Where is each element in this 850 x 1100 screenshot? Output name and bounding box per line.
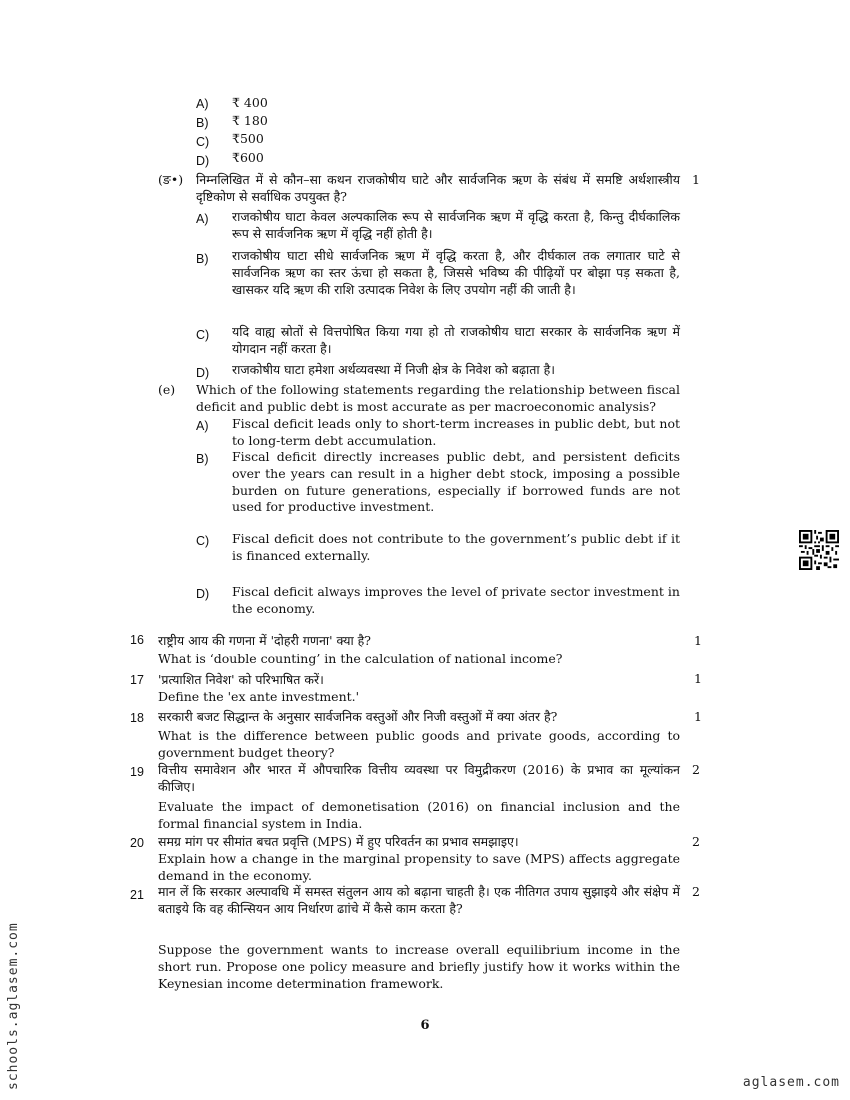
option-text: राजकोषीय घाटा हमेशा अर्थव्यवस्था में निजी क्षेत्र के निवेश को बढ़ाता है। [232,362,555,377]
question-text: Which of the following statements regarding the relationship between fiscal deficit and public debt is most accurate as per macroeconomic analysis? [196,382,680,414]
question-text-hindi: राष्ट्रीय आय की गणना में 'दोहरी गणना' क्या है? [158,633,372,648]
side-watermark: schools.aglasem.com [6,922,21,1090]
option-text: ₹ 400 [232,95,268,110]
option-label: B) [196,452,209,466]
question-label: (ङ•) [158,172,184,187]
option-text: राजकोषीय घाटा केवल अल्पकालिक रूप से सार्वजनिक ऋण में वृद्धि करता है, किन्तु दीर्घकालिक रूप से सार्वजनिक ऋण में वृद्धि नहीं होती है। [232,209,680,241]
option-label: A) [196,419,209,433]
option-label: C) [196,135,210,149]
marks: 2 [692,834,700,849]
question-text-hindi: समग्र मांग पर सीमांत बचत प्रवृत्ति (MPS) में हुए परिवर्तन का प्रभाव समझाइए। [158,834,519,849]
question-text-hindi: सरकारी बजट सिद्धान्त के अनुसार सार्वजनिक वस्तुओं और निजी वस्तुओं में क्या अंतर है? [158,709,558,724]
question-number: 19 [130,765,144,779]
marks: 2 [692,884,700,899]
question-text-hindi: मान लें कि सरकार अल्पावधि में समस्त संतुलन आय को बढ़ाना चाहती है। एक नीतिगत उपाय सुझाइये और संक्षेप में बताइये कि वह कीन्सियन आय निर्धारण ढाांचे में कैसे काम करता है? [158,884,680,916]
option-label: A) [196,97,209,111]
option-label: A) [196,212,209,226]
option-text: ₹500 [232,131,264,146]
question-text-english: Evaluate the impact of demonetisation (2016) on financial inclusion and the formal financial system in India. [158,799,680,831]
option-text: Fiscal deficit always improves the level of private sector investment in the economy. [232,584,680,616]
question-text-english: What is the difference between public goods and private goods, according to government budget theory? [158,728,680,760]
option-label: D) [196,587,210,601]
question-number: 16 [130,633,144,647]
question-text-hindi: वित्तीय समावेशन और भारत में औपचारिक वित्तीय व्यवस्था पर विमुद्रीकरण (2016) के प्रभाव का मूल्यांकन कीजिए। [158,762,680,794]
marks: 1 [694,709,702,724]
question-label: (e) [158,382,176,397]
marks: 1 [692,172,700,187]
question-number: 18 [130,711,144,725]
qr-code-icon [799,530,839,570]
question-text-english: What is ‘double counting’ in the calculation of national income? [158,651,563,666]
option-label: C) [196,328,210,342]
question-text: निम्नलिखित में से कौन–सा कथन राजकोषीय घाटे और सार्वजनिक ऋण के संबंध में समष्टि अर्थशास्त्रीय दृष्टिकोण से सर्वाधिक उपयुक्त है? [196,172,680,204]
page-number: 6 [420,1018,430,1033]
option-text: राजकोषीय घाटा सीधे सार्वजनिक ऋण में वृद्धि करता है, और दीर्घकाल तक लगातार घाटे से सार्वजनिक ऋण का स्तर ऊंचा हो सकता है, जिससे भविष्य की पीढ़ियों पर बोझा पड़ सकता है, खासकर यदि ऋण की राशि उत्पादक निवेश के लिए उपयोग नहीं की जाती है। [232,248,680,297]
option-label: D) [196,154,210,168]
option-label: B) [196,116,209,130]
option-text: Fiscal deficit does not contribute to the government’s public debt if it is financed externally. [232,531,680,563]
question-text-english: Define the 'ex ante investment.' [158,689,360,704]
question-text-english: Explain how a change in the marginal propensity to save (MPS) affects aggregate demand in the economy. [158,851,680,883]
question-text-hindi: 'प्रत्याशित निवेश' को परिभाषित करें। [158,672,324,687]
option-text: यदि वाह्य स्रोतों से वित्तपोषित किया गया हो तो राजकोषीय घाटा सरकार के सार्वजनिक ऋण में योगदान नहीं करता है। [232,324,680,356]
question-number: 20 [130,836,144,850]
option-label: D) [196,366,210,380]
option-text: ₹ 180 [232,113,268,128]
question-number: 21 [130,888,144,902]
option-text: Fiscal deficit leads only to short-term increases in public debt, but not to long-term debt accumulation. [232,416,680,448]
option-label: B) [196,252,209,266]
question-number: 17 [130,673,144,687]
option-label: C) [196,534,210,548]
marks: 1 [694,671,702,686]
marks: 2 [692,762,700,777]
question-text-english: Suppose the government wants to increase overall equilibrium income in the short run. Propose one policy measure and briefly justify how it works within the Keynesian income determination framework. [158,942,680,991]
option-text: ₹600 [232,150,264,165]
marks: 1 [694,633,702,648]
option-text: Fiscal deficit directly increases public debt, and persistent deficits over the years can result in a higher debt stock, imposing a possible burden on future generations, especially if borrowed funds are not used for productive investment. [232,449,680,515]
footer-watermark: aglasem.com [742,1075,840,1090]
